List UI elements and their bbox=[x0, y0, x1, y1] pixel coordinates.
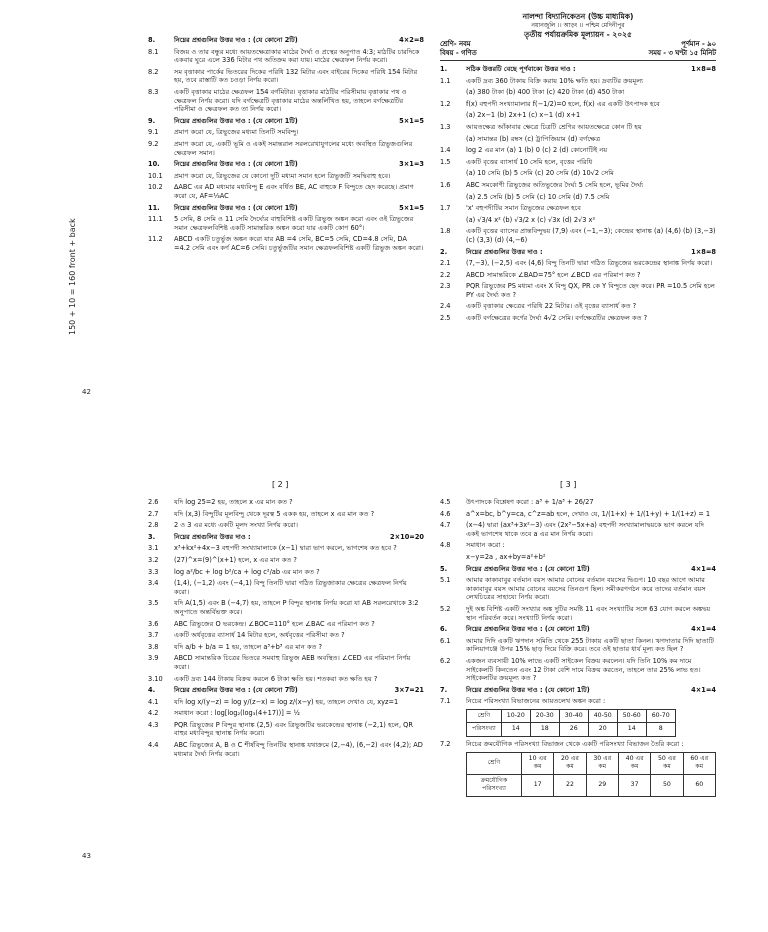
subject-label: বিষয় - গণিত bbox=[440, 49, 477, 57]
question-text: নিম্নের প্রশ্নগুলির উত্তর দাও : bbox=[466, 247, 543, 256]
question-number: 3.4 bbox=[148, 579, 159, 588]
question-item bbox=[440, 193, 716, 202]
question-text: সমাধান করো : bbox=[466, 541, 505, 550]
question-number: 4. bbox=[148, 686, 156, 695]
question-number bbox=[440, 193, 466, 202]
question-text: একটি অর্ধবৃত্তের ব্যাসার্ধ 14 মিটার হলে, অর্ধবৃত্তের পরিসীমা কত ? bbox=[174, 631, 345, 640]
question-number: 1.1 bbox=[440, 76, 451, 85]
question-text: প্রমাণ করো যে, একটি ভূমি ও একই সমান্তরাল সরলরেখাযুগলের মধ্যে অবস্থিত ত্রিভুজগুলির ক্ষেত্রফল সমান। bbox=[174, 139, 413, 157]
marks-label: 4×1=4 bbox=[691, 564, 716, 573]
question-text: ABC ত্রিভুজের O ভরকেন্দ্র। ∠BOC=110° হলে ∠BAC এর পরিমাপ কত ? bbox=[174, 619, 375, 628]
question-text: আয়তক্ষেত্র আঁকাবার ক্ষেত্রে চিত্রটি শ্রেণির আয়তক্ষেত্রে কোন টি হয় bbox=[466, 122, 642, 131]
question-text: একটি দ্রব্য 360 টাকায় বিক্রি করায় 10% ক্ষতি হয়। দ্রব্যটির ক্রয়মূল্য bbox=[466, 76, 644, 85]
marks-label: 2×10=20 bbox=[390, 532, 424, 541]
question-text: আমার দিদি একটি ঋণদান সমিতি থেকে 255 টাকায় একটি ছাতা কিনল। ঋণদাতার দিদি ছাতাটি কালিয়াগঞ্জে উপর 15% ছাড় দিয়ে বিক্রি করে। তবে ওই ছাতার ধার্য মূল্য কত ছিল ? bbox=[466, 636, 714, 654]
question-number: 11. bbox=[148, 203, 160, 212]
question-item bbox=[148, 215, 424, 232]
question-number: 4.6 bbox=[440, 509, 451, 518]
question-text: একটি দ্রব্য 144 টাকায় বিক্রয় করলে 6 টাকা ক্ষতি হয়। শতকরা কত ক্ষতি হয় ? bbox=[174, 674, 378, 683]
time-label: সময় - ৩ ঘণ্টা ১৫ মিনিট bbox=[648, 49, 716, 57]
marks-label: 3×1=3 bbox=[399, 160, 424, 169]
question-number: 7. bbox=[440, 685, 448, 694]
question-text: একটি বৃত্তাকার ক্ষেত্রের পরিধি 22 মিটার। ওই বৃত্তের ব্যাসার্ধ কত ? bbox=[466, 302, 637, 311]
question-item bbox=[148, 172, 424, 181]
question-text: নিম্নের প্রশ্নগুলির উত্তর দাও : (যে কোনো 1টি) bbox=[466, 685, 590, 694]
marks-label: 4×2=8 bbox=[399, 36, 424, 44]
question-item bbox=[440, 111, 716, 120]
table-cell: 50-60 bbox=[617, 709, 646, 723]
question-item bbox=[148, 599, 424, 616]
question-number: 6.2 bbox=[440, 656, 451, 665]
question-item bbox=[148, 140, 424, 157]
question-number: 9.1 bbox=[148, 128, 159, 137]
question-text: (a) 2.5 সেমি (b) 5 সেমি (c) 10 সেমি (d) 7.5 সেমি bbox=[466, 192, 610, 201]
question-text: যদি log 25=2 হয়, তাহলে x এর মান কত ? bbox=[174, 498, 293, 506]
question-text: (27)^x=(9)^(x+1) হলে, x এর মান কত ? bbox=[174, 555, 297, 564]
question-text: যদি log x/(y−z) = log y/(z−x) = log z/(x−y) হয়, তাহলে দেখাও যে, xyz=1 bbox=[174, 697, 399, 706]
margin-number: 43 bbox=[82, 852, 91, 860]
question-item bbox=[440, 181, 716, 190]
question-item bbox=[148, 556, 424, 565]
table-cell: 50 এর কম bbox=[651, 752, 683, 774]
table-cell: 29 bbox=[586, 774, 618, 796]
question-item bbox=[440, 100, 716, 109]
question-number bbox=[440, 111, 466, 120]
question-text: (7,−3), (−2,5) এবং (4,6) বিন্দু তিনটি দ্বারা গঠিত ত্রিভুজের ভরকেন্দ্রের স্থানাঙ্ক নির্ণয় করো। bbox=[466, 259, 713, 268]
section-heading bbox=[148, 160, 424, 169]
question-text: a^x=bc, b^y=ca, c^z=ab হলে, দেখাও যে, 1/(1+x) + 1/(1+y) + 1/(1+z) = 1 bbox=[466, 509, 711, 518]
question-text: (1,4), (−1,2) এবং (−4,1) বিন্দু তিনটি দ্বারা গঠিত ত্রিভুজাকার ক্ষেত্রের ক্ষেত্রফল নির্ণয় করো। bbox=[174, 579, 407, 596]
table-cell: শ্রেণি bbox=[467, 752, 522, 774]
question-text: একটি বর্গক্ষেত্রের কর্ণের দৈর্ঘ্য 4√2 সেমি। বর্গক্ষেত্রটির ক্ষেত্রফল কত ? bbox=[466, 314, 648, 323]
section-heading bbox=[148, 686, 424, 695]
question-number: 3.8 bbox=[148, 642, 159, 651]
question-number: 3.9 bbox=[148, 654, 159, 663]
question-text: সমাধান করো : log[log₂(log₃(4+17))] = ½ bbox=[174, 709, 300, 718]
question-number: 3.6 bbox=[148, 619, 159, 628]
question-item bbox=[440, 282, 716, 299]
question-text: 5 সেমি, 8 সেমি ও 11 সেমি দৈর্ঘ্যের বাহুবিশিষ্ট একটি ত্রিভুজ অঙ্কন করো এবং ওই ত্রিভুজের সমান ক্ষেত্রফলবিশিষ্ট একটি সামান্তরিক অঙ্কন করো যার একটি কোণ 60°। bbox=[174, 215, 414, 232]
question-number: 9. bbox=[148, 116, 156, 125]
school-name: নালন্দা বিদ্যানিকেতন (উচ্চ মাধ্যমিক) bbox=[522, 12, 634, 21]
question-text: log 2 এর মান (a) 1 (b) 0 (c) 2 (d) কোনোটিই নয় bbox=[466, 146, 608, 155]
question-number: 4.7 bbox=[440, 521, 451, 530]
question-number: 10. bbox=[148, 160, 160, 169]
question-item bbox=[148, 620, 424, 629]
question-number bbox=[440, 88, 466, 97]
class-label: শ্রেণি- নবম bbox=[440, 40, 471, 48]
section-heading bbox=[440, 248, 716, 257]
question-text: নিচের ক্রমযৌগিক পরিসংখ্যা বিভাজন থেকে একটি পরিসংখ্যা বিভাজন তৈরি করো : bbox=[466, 740, 684, 749]
question-number: 1. bbox=[440, 65, 448, 73]
question-number: 3.2 bbox=[148, 555, 159, 564]
question-number: 5. bbox=[440, 564, 448, 573]
question-number: 5.2 bbox=[440, 604, 451, 613]
question-item bbox=[440, 521, 716, 538]
question-item bbox=[148, 88, 424, 114]
page-2-column bbox=[148, 498, 424, 761]
question-item bbox=[148, 568, 424, 577]
table-cell: 37 bbox=[618, 774, 650, 796]
margin-number: 42 bbox=[82, 388, 91, 396]
question-item bbox=[148, 128, 424, 137]
question-number: 8.3 bbox=[148, 87, 159, 96]
question-item bbox=[148, 510, 424, 519]
question-text: x³+kx²+4x−3 বহুপদী সংখ্যামালাকে (x−1) দ্বারা ভাগ করলে, ভাগশেষ কত হবে ? bbox=[174, 544, 397, 553]
question-number: 1.7 bbox=[440, 204, 451, 213]
section-heading bbox=[440, 625, 716, 634]
question-number bbox=[440, 135, 466, 144]
table-cell: 40-50 bbox=[588, 709, 617, 723]
section-heading bbox=[440, 65, 716, 74]
table-cell: 14 bbox=[501, 723, 530, 737]
question-text: নিম্নের প্রশ্নগুলির উত্তর দাও : (যে কোনো 1টি) bbox=[174, 116, 298, 125]
question-text: ∆ABC এর AD মধ্যমার মধ্যবিন্দু E এবং বর্ধিত BE, AC বাহুকে F বিন্দুতে ছেদ করেছে। প্রমাণ করো যে, AF=⅓AC bbox=[174, 183, 414, 200]
question-number: 7.2 bbox=[440, 740, 451, 749]
question-text: (a) 380 টাকা (b) 400 টাকা (c) 420 টাকা (d) 450 টাকা bbox=[466, 88, 625, 97]
question-number: 8.1 bbox=[148, 47, 159, 56]
question-item bbox=[440, 302, 716, 311]
question-item bbox=[148, 544, 424, 553]
question-text: (x−4) দ্বারা (ax³+3x²−3) এবং (2x³−5x+a) বহুপদী সংখ্যামালাদ্বয়কে ভাগ করলে যদি একই ভাগশেষ থাকে তবে a এর মান নির্ণয় করো। bbox=[466, 521, 704, 538]
question-text: বিজয় ও তার বন্ধুর মধ্যে আয়তক্ষেত্রাকার মাঠের দৈর্ঘ্য ও প্রস্থের অনুপাত 4:3; মাঠটির চারদিকে একবার ঘুরে এলে 336 মিটার পথ অতিক্রম করা যায়। মাঠের ক্ষেত্রফল নির্ণয় করো। bbox=[174, 47, 420, 65]
question-text: ABC সমকোণী ত্রিভুজের অতিভুজের দৈর্ঘ্য 5 সেমি হলে, ভূমির দৈর্ঘ্য bbox=[466, 180, 644, 189]
table-cell: 22 bbox=[554, 774, 586, 796]
question-text: একটি বৃত্তের ব্যাসার্ধ 10 সেমি হলে, বৃত্তের পরিধি bbox=[466, 157, 593, 166]
marks-label: 5×1=5 bbox=[399, 116, 424, 125]
question-text: নিম্নের প্রশ্নগুলির উত্তর দাও : (যে কোনো 2টি) bbox=[174, 36, 298, 44]
table-cell: 20-30 bbox=[530, 709, 559, 723]
question-item bbox=[440, 135, 716, 144]
question-text: x−y=2a , ax+by=a²+b² bbox=[466, 552, 546, 561]
question-item bbox=[148, 498, 424, 507]
question-number: 3.10 bbox=[148, 674, 163, 683]
question-item bbox=[148, 235, 424, 252]
table-cell: 18 bbox=[530, 723, 559, 737]
question-text: উৎপাদকে বিশ্লেষণ করো : a³ + 1/a³ + 26/27 bbox=[466, 498, 594, 506]
question-item bbox=[440, 158, 716, 167]
question-number: 2.7 bbox=[148, 509, 159, 518]
question-text: যদি a/b + b/a = 1 হয়, তাহলে a³+b³ এর মান কত ? bbox=[174, 642, 323, 651]
question-item bbox=[440, 146, 716, 155]
question-item bbox=[440, 169, 716, 178]
question-number: 4.3 bbox=[148, 720, 159, 729]
frequency-table bbox=[466, 709, 676, 737]
question-text: f(x) বহুপদী সংখ্যামালার f(−1/2)=0 হলে, f(x) এর একটি উৎপাদক হবে bbox=[466, 99, 660, 108]
table-cell: 30 এর কম bbox=[586, 752, 618, 774]
question-text: ABCD সামান্তরিকে ∠BAD=75° হলে ∠BCD এর পরিমাপ কত ? bbox=[466, 270, 641, 279]
question-text: নিচের পরিসংখ্যা বিভাজনের আয়তলেখ অঙ্কন করো : bbox=[466, 697, 606, 706]
question-number: 1.4 bbox=[440, 146, 451, 155]
question-item bbox=[148, 631, 424, 640]
page-1-column bbox=[440, 12, 716, 326]
table-cell: 10 এর কম bbox=[521, 752, 553, 774]
table-cell: শ্রেণি bbox=[467, 709, 502, 723]
page-4-column bbox=[148, 36, 424, 255]
question-text: ABCD সামান্তরিক চিত্রের ভিতরে সমবাহু ত্রিভুজ AEB অবস্থিত। ∠CED এর পরিমাপ নির্ণয় করো। bbox=[174, 654, 411, 671]
question-number: 1.6 bbox=[440, 180, 451, 189]
question-number: 3.3 bbox=[148, 567, 159, 576]
question-number: 2.4 bbox=[440, 302, 451, 311]
question-number: 8. bbox=[148, 36, 156, 44]
question-text: (a) √3/4 x² (b) √3/2 x (c) √3x (d) 2√3 x² bbox=[466, 215, 596, 224]
question-number: 10.1 bbox=[148, 171, 163, 180]
question-text: log a²/bc + log b²/ca + log c²/ab এর মান কত ? bbox=[174, 567, 320, 576]
question-text: ABCD একটি চতুর্ভুজ অঙ্কন করো যার AB =4 সেমি, BC=5 সেমি, CD=4.8 সেমি, DA =4.2 সেমি এবং কর্ণ AC=6 সেমি। চতুর্ভুজটির সমান ক্ষেত্রফলবিশিষ্ট একটি ত্রিভুজ অঙ্কন করো। bbox=[174, 235, 424, 252]
question-text: একজন ব্যবসায়ী 10% লাভে একটি সাইকেল বিক্রয় করলেন। যদি তিনি 10% কম দামে সাইকেলটি কিনতেন এবং 12 টাকা বেশি দামে বিক্রয় করতেন, তাহলে তার 25% লাভ হত। সাইকেলটির ক্রয়মূল্য কত ? bbox=[466, 656, 701, 683]
question-item bbox=[440, 498, 716, 507]
question-text: সম বৃত্তাকার পার্কের ভিতরের দিকের পরিধি 132 মিটার এবং বাইরের দিকের পরিধি 154 মিটার হয়, তবে রাস্তাটি কত চওড়া নির্ণয় করো। bbox=[174, 67, 418, 85]
marks-label: 1×8=8 bbox=[691, 247, 716, 256]
question-item bbox=[148, 521, 424, 530]
question-number: 1.3 bbox=[440, 122, 451, 131]
page-number: [ 3 ] bbox=[560, 480, 577, 489]
school-address: নয়ানজুলি ।। আড়ং ।। পশ্চিম মেদিনীপুর bbox=[531, 22, 625, 29]
table-cell: 17 bbox=[521, 774, 553, 796]
question-number: 7.1 bbox=[440, 697, 451, 706]
question-number: 4.2 bbox=[148, 709, 159, 718]
question-text: দুই অঙ্ক বিশিষ্ট একটি সংখ্যার অঙ্ক দুটির সমষ্টি 11 এবং সংখ্যাটির সঙ্গে 63 যোগ করলে অঙ্কদ্বয় স্থান পরিবর্তন করে। সংখ্যাটি নির্ণয় করো। bbox=[466, 604, 711, 622]
question-text: 2 ও 3 এর মধ্যে একটি মূলদ সংখ্যা নির্ণয় করো। bbox=[174, 521, 299, 530]
table-cell: পরিসংখ্যা bbox=[467, 723, 502, 737]
question-number: 4.1 bbox=[148, 697, 159, 706]
question-item bbox=[148, 643, 424, 652]
question-item bbox=[440, 227, 716, 244]
question-item bbox=[148, 721, 424, 738]
question-item bbox=[440, 637, 716, 654]
exam-title: তৃতীয় পর্যায়ক্রমিক মূল্যায়ন - ২০২৫ bbox=[524, 30, 632, 39]
question-number: 2.8 bbox=[148, 521, 159, 530]
section-heading bbox=[440, 686, 716, 695]
divider bbox=[440, 60, 716, 61]
marks-label: 1×8=8 bbox=[691, 65, 716, 73]
question-item bbox=[440, 697, 716, 706]
question-number: 6.1 bbox=[440, 636, 451, 645]
question-text: (a) সামান্তর (b) রম্বস (c) ট্রাপিজিয়াম (d) বর্গক্ষেত্র bbox=[466, 134, 601, 143]
question-number: 5.1 bbox=[440, 576, 451, 585]
table-cell: 26 bbox=[559, 723, 588, 737]
question-text: নিম্নের প্রশ্নগুলির উত্তর দাও : (যে কোনো 1টি) bbox=[174, 203, 298, 212]
question-item bbox=[148, 698, 424, 707]
section-heading bbox=[148, 117, 424, 126]
question-item bbox=[440, 605, 716, 622]
question-text: প্রমাণ করো যে, ত্রিভুজের মধ্যমা তিনটি সমবিন্দু। bbox=[174, 128, 299, 137]
question-number bbox=[440, 169, 466, 178]
question-number: 1.2 bbox=[440, 99, 451, 108]
table-cell: 60 এর কম bbox=[683, 752, 715, 774]
question-item bbox=[440, 314, 716, 323]
question-text: নিম্নের প্রশ্নগুলির উত্তর দাও : bbox=[174, 532, 251, 541]
question-text: 'x' বহুপদীটির সমান ত্রিভুজের ক্ষেত্রফল হবে bbox=[466, 204, 581, 213]
question-text: নিম্নের প্রশ্নগুলির উত্তর দাও : (যে কোনো 1টি) bbox=[174, 160, 298, 169]
question-text: একটি বৃত্তের ব্যাসের প্রান্তবিন্দুদ্বয় (7,9) এবং (−1,−3); কেন্দ্রের স্থানাঙ্ক (a) (4,6) (b) (3,−3) (c) (3,3) (d) (4,−6) bbox=[466, 227, 716, 244]
question-item bbox=[440, 510, 716, 519]
question-number: 1.5 bbox=[440, 157, 451, 166]
question-number: 2.5 bbox=[440, 314, 451, 323]
question-number: 3.7 bbox=[148, 631, 159, 640]
question-number: 4.5 bbox=[440, 498, 451, 506]
marks-label: 5×1=5 bbox=[399, 203, 424, 212]
question-number: 11.2 bbox=[148, 235, 163, 244]
question-number: 6. bbox=[440, 625, 448, 634]
question-item bbox=[148, 741, 424, 758]
section-heading bbox=[148, 204, 424, 213]
question-item bbox=[148, 68, 424, 85]
table-cell: 60 bbox=[683, 774, 715, 796]
table-cell: 20 এর কম bbox=[554, 752, 586, 774]
question-number: 4.4 bbox=[148, 741, 159, 750]
question-number: 2.1 bbox=[440, 259, 451, 268]
table-cell: 20 bbox=[588, 723, 617, 737]
table-cell: 40 এর কম bbox=[618, 752, 650, 774]
question-number: 2.3 bbox=[440, 282, 451, 291]
marks-label: 4×1=4 bbox=[691, 625, 716, 634]
question-item bbox=[440, 77, 716, 86]
question-text: PQR ত্রিভুজের P বিন্দুর স্থানাঙ্ক (2,5) এবং ত্রিভুজটির ভরকেন্দ্রের স্থানাঙ্ক (−2,1) হলে, QR বাহুর মধ্যবিন্দুর স্থানাঙ্ক নির্ণয় করো। bbox=[174, 720, 413, 738]
full-marks: পূর্ণমান - ৯০ bbox=[681, 40, 716, 48]
question-text: সঠিক উত্তরটি বেছে পূর্ণবাক্যে উত্তর দাও : bbox=[466, 65, 576, 73]
question-text: নিম্নের প্রশ্নগুলির উত্তর দাও : (যে কোনো 7টি) bbox=[174, 686, 298, 695]
table-cell: 14 bbox=[617, 723, 646, 737]
question-number: 2. bbox=[440, 247, 448, 256]
question-text: আমার কাকাবাবুর বর্তমান বয়স আমার বোনের বর্তমান বয়সের দ্বিগুণ। 10 বছর আগে আমার কাকাবাবুর বয়স আমার বোনের বয়সের তিনগুণ ছিল। সমীকরণগঠন করে তাদের বর্তমান বয়স লেখচিত্রের সাহায্যে নির্ণয় করো। bbox=[466, 576, 706, 602]
question-text: (a) 2x−1 (b) 2x+1 (c) x−1 (d) x+1 bbox=[466, 111, 581, 120]
question-number: 9.2 bbox=[148, 139, 159, 148]
section-heading bbox=[148, 36, 424, 45]
question-item bbox=[440, 88, 716, 97]
question-number: 10.2 bbox=[148, 183, 163, 192]
question-number bbox=[440, 216, 466, 225]
question-text: যদি (x,3) বিন্দুটির মূলবিন্দু থেকে দূরত্ব 5 একক হয়, তাহলে x এর মান কত ? bbox=[174, 509, 375, 518]
table-cell: 50 bbox=[651, 774, 683, 796]
page-3-column bbox=[440, 498, 716, 800]
marks-label: 4×1=4 bbox=[691, 685, 716, 694]
question-text: যদি A(1,5) এবং B (−4,7) হয়, তাহলে P বিন্দুর স্থানাঙ্ক নির্ণয় করো যা AB সরলরেখাকে 3:2 অনুপাতে অন্তর্বিভক্ত করে। bbox=[174, 599, 419, 616]
question-item bbox=[440, 657, 716, 683]
question-item bbox=[148, 48, 424, 65]
question-item bbox=[440, 576, 716, 602]
section-heading bbox=[440, 565, 716, 574]
question-item bbox=[148, 579, 424, 596]
table-cell: ক্রমযৌগিক পরিসংখ্যা bbox=[467, 774, 522, 796]
question-item bbox=[440, 216, 716, 225]
question-text: PQR ত্রিভুজের PS মধ্যমা এবং X বিন্দু QX, PR কে Y বিন্দুতে ছেদ করে। PR =10.5 সেমি হলে PY এর দৈর্ঘ্য কত ? bbox=[466, 282, 715, 299]
question-number: 11.1 bbox=[148, 215, 163, 224]
question-item bbox=[440, 541, 716, 550]
question-text: (a) 10 সেমি (b) 5 সেমি (c) 20 সেমি (d) 10√2 সেমি bbox=[466, 169, 614, 178]
question-item bbox=[440, 553, 716, 562]
question-item bbox=[148, 183, 424, 200]
question-number bbox=[440, 553, 466, 562]
question-item bbox=[148, 675, 424, 684]
question-number: 8.2 bbox=[148, 67, 159, 76]
question-number: 3.1 bbox=[148, 544, 159, 553]
table-cell: 8 bbox=[646, 723, 675, 737]
question-text: একটি বৃত্তাকার মাঠের ক্ষেত্রফল 154 বর্গমিটার। বৃত্তাকার মাঠটির পরিসীমায় বৃত্তাকার পথ ও ক্ষেত্রফল নির্ণয় করো। যদি বর্গক্ষেত্রটি বৃত্তাকার মাঠের অন্তর্লিখিত হয়, তাহলে বর্গক্ষেত্রটির পরিসীমা ও ক্ষেত্রফল কত তা নির্ণয় করো। bbox=[174, 87, 407, 114]
page-number: [ 2 ] bbox=[272, 480, 289, 489]
question-item bbox=[440, 271, 716, 280]
table-cell: 30-40 bbox=[559, 709, 588, 723]
cumulative-frequency-table bbox=[466, 752, 716, 797]
question-text: নিম্নের প্রশ্নগুলির উত্তর দাও : (যে কোনো 1টি) bbox=[466, 625, 590, 634]
question-item bbox=[148, 709, 424, 718]
table-cell: 10-20 bbox=[501, 709, 530, 723]
question-text: প্রমাণ করো যে, ত্রিভুজের যে কোনো দুটি মধ্যমা সমান হলে ত্রিভুজটি সমদ্বিবাহু হবে। bbox=[174, 171, 391, 180]
question-item bbox=[440, 204, 716, 213]
margin-note: 150 + 10 = 160 front + back bbox=[68, 218, 77, 335]
question-number: 2.2 bbox=[440, 270, 451, 279]
table-cell: 60-70 bbox=[646, 709, 675, 723]
marks-label: 3×7=21 bbox=[394, 686, 424, 695]
question-item bbox=[148, 654, 424, 671]
question-text: নিম্নের প্রশ্নগুলির উত্তর দাও : (যে কোনো 1টি) bbox=[466, 564, 590, 573]
question-item bbox=[440, 259, 716, 268]
question-item bbox=[440, 123, 716, 132]
question-number: 3. bbox=[148, 532, 156, 541]
question-number: 2.6 bbox=[148, 498, 159, 506]
question-number: 4.8 bbox=[440, 541, 451, 550]
question-number: 3.5 bbox=[148, 599, 159, 608]
question-number: 1.8 bbox=[440, 227, 451, 236]
section-heading bbox=[148, 533, 424, 542]
question-text: ABC ত্রিভুজের A, B ও C শীর্ষবিন্দু তিনটির স্থানাঙ্ক যথাক্রমে (2,−4), (6,−2) এবং (4,2); AD মধ্যমার দৈর্ঘ্য নির্ণয় করো। bbox=[174, 741, 423, 758]
